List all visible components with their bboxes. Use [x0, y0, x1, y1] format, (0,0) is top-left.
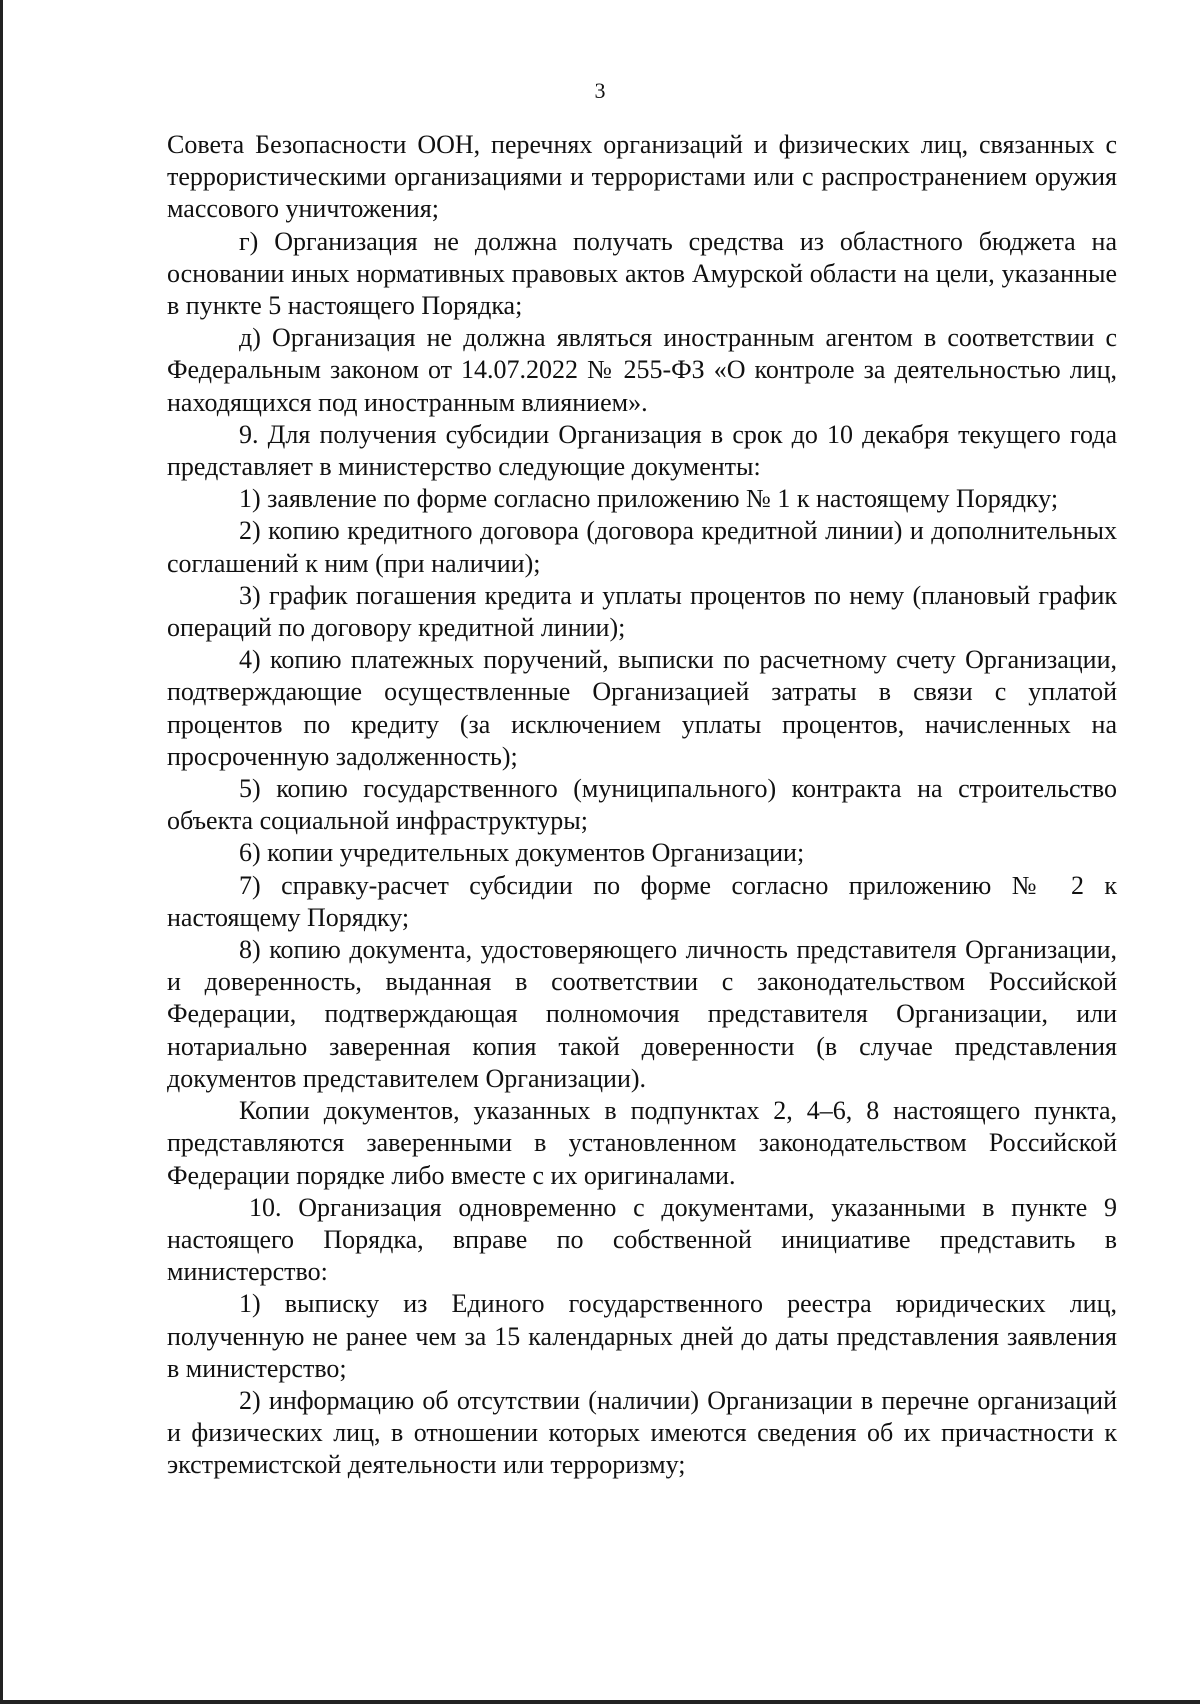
document-body: [167, 129, 1117, 1482]
paragraph-clause-9-item-3: 3) график погашения кредита и уплаты процентов по нему (плановый график операций по договору кредитной линии);: [167, 580, 1117, 643]
paragraph-clause-9: 9. Для получения субсидии Организация в срок до 10 декабря текущего года представляет в министерство следующие документы:: [167, 419, 1117, 482]
paragraph-clause-10-item-2: 2) информацию об отсутствии (наличии) Организации в перечне организаций и физических лиц, в отношении которых имеются сведения об их причастности к экстремистской деятельности или терроризму;: [167, 1385, 1117, 1480]
scan-edge-bottom: [0, 1700, 1200, 1704]
paragraph-clause-9-item-8: 8) копию документа, удостоверяющего личность представителя Организации, и доверенность, выданная в соответствии с законодательством Российской Федерации, подтверждающая полномочия представителя Организации, или нотариально заверенная копия такой доверенности (в случае представления документов представителем Организации).: [167, 935, 1117, 1093]
scan-edge-left: [0, 0, 3, 1704]
paragraph-clause-10-item-1: 1) выписку из Единого государственного реестра юридических лиц, полученную не ранее чем за 15 календарных дней до даты представления заявления в министерство;: [167, 1289, 1117, 1383]
paragraph-clause-9-item-2: 2) копию кредитного договора (договора кредитной линии) и дополнительных соглашений к ним (при наличии);: [167, 516, 1117, 578]
paragraph-clause-9-item-4: 4) копию платежных поручений, выписки по расчетному счету Организации, подтверждающие осуществленные Организацией затраты в связи с уплатой процентов по кредиту (за исключением уплаты процентов, начисленных на просроченную задолженность);: [167, 645, 1117, 771]
paragraph-item-d: д) Организация не должна являться иностранным агентом в соответствии с Федеральным законом от 14.07.2022 № 255-ФЗ «О контроле за деятельностью лиц, находящихся под иностранным влиянием».: [167, 323, 1117, 417]
paragraph-copies-note: Копии документов, указанных в подпунктах 2, 4–6, 8 настоящего пункта, представляются заверенными в установленном законодательством Российской Федерации порядке либо вместе с их оригиналами.: [167, 1096, 1117, 1190]
paragraph-item-g: г) Организация не должна получать средства из областного бюджета на основании иных нормативных правовых актов Амурской области на цели, указанные в пункте 5 настоящего Порядка;: [167, 226, 1117, 321]
paragraph-clause-9-item-7: 7) справку-расчет субсидии по форме согласно приложению № 2 к настоящему Порядку;: [167, 870, 1117, 932]
paragraph-clause-9-item-6: 6) копии учредительных документов Организации;: [239, 838, 805, 868]
paragraph-clause-10: 10. Организация одновременно с документами, указанными в пункте 9 настоящего Порядка, вправе по собственной инициативе представить в министерство:: [167, 1192, 1117, 1287]
page-number: 3: [594, 78, 606, 103]
paragraph-clause-9-item-1: 1) заявление по форме согласно приложению № 1 к настоящему Порядку;: [239, 484, 1059, 514]
paragraph-continuation: Совета Безопасности ООН, перечнях организаций и физических лиц, связанных с террористическими организациями и террористами или с распространением оружия массового уничтожения;: [167, 130, 1117, 224]
paragraph-clause-9-item-5: 5) копию государственного (муниципального) контракта на строительство объекта социальной инфраструктуры;: [167, 774, 1117, 836]
